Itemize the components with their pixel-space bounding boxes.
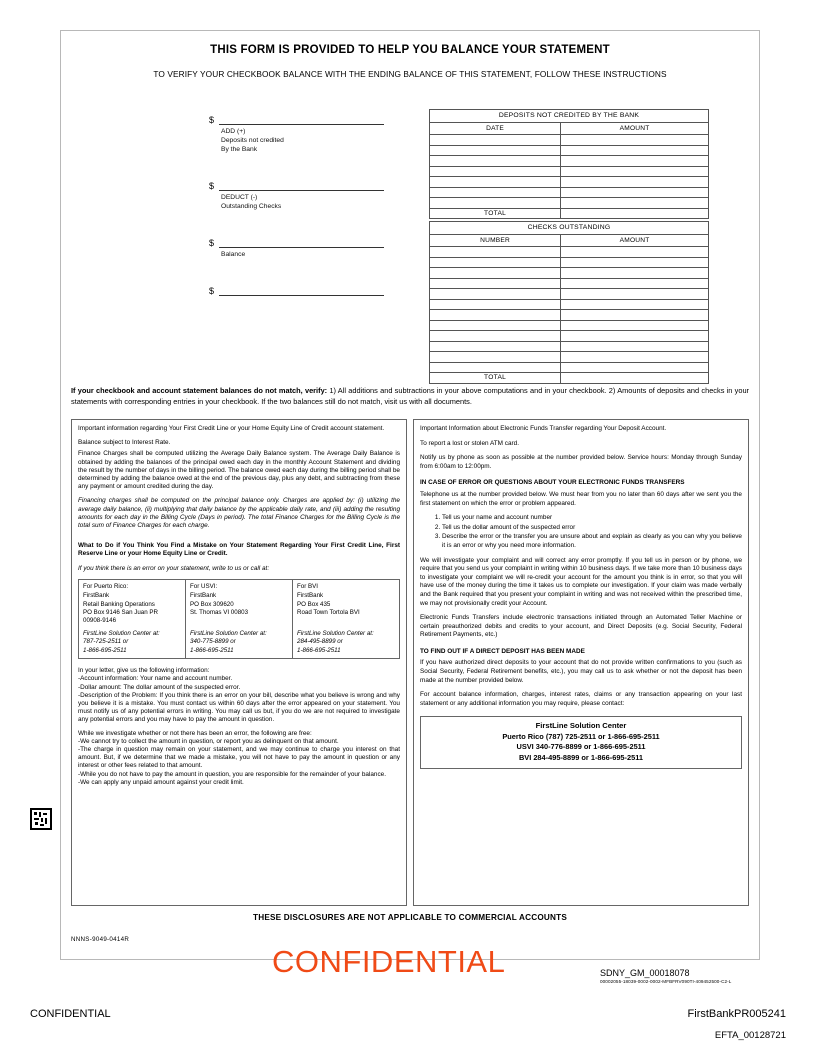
contact-region-label: For BVI — [297, 582, 318, 590]
contact-name: FirstBank — [190, 592, 217, 600]
mistake-heading: What to Do if You Think You Find a Mistake on Your Statement Regarding Your First Credit Line, First Reserve Line or your Home Equity Line or Credit. — [78, 542, 400, 558]
solution-center-name: FirstLine Solution Center — [535, 721, 627, 731]
mismatch-note — [71, 386, 749, 407]
confidential-stamp: CONFIDENTIAL — [272, 944, 506, 979]
cell[interactable] — [561, 289, 709, 300]
eft-error-heading: IN CASE OF ERROR OR QUESTIONS ABOUT YOUR ELECTRONIC FUNDS TRANSFERS — [420, 479, 685, 487]
cell[interactable] — [561, 156, 709, 167]
contact-address-usvi — [186, 592, 293, 630]
phone-toll-free[interactable]: 1-866-695-2511 — [83, 646, 127, 654]
cell[interactable] — [561, 352, 709, 363]
eft-disclosure-box — [413, 419, 749, 906]
contact-line1: PO Box 435 — [297, 600, 331, 608]
phone-toll-free[interactable]: 1-866-695-2511 — [297, 646, 341, 654]
worksheet-row-4 — [209, 284, 384, 296]
cell[interactable] — [430, 187, 561, 198]
cell[interactable] — [561, 310, 709, 321]
investigate-item: -While you do not have to pay the amount in question, you are responsible for the remainder of your balance. — [78, 770, 386, 778]
contact-region-bvi — [293, 579, 400, 592]
cell[interactable] — [430, 299, 561, 310]
worksheet-row-1 — [209, 113, 384, 154]
cell[interactable] — [561, 362, 709, 373]
checks-col-amount: AMOUNT — [561, 235, 709, 247]
cell[interactable] — [430, 247, 561, 258]
eft-step: 1. Tell us your name and account number — [442, 514, 742, 523]
contact-region-label: For USVI: — [190, 582, 218, 590]
cell[interactable] — [561, 187, 709, 198]
cell[interactable] — [430, 156, 561, 167]
cell[interactable] — [561, 177, 709, 188]
contact-region-usvi — [186, 579, 293, 592]
credit-financing-charges-italic: Financing charges shall be computed on the principal balance only. Charges are applied by: (i) utilizing the average daily balance, (ii) multiplying that daily balance by the applicable daily rate, and (iii) adding the resulting amounts for each day in the Billing Cycle (Days in period). The total Finance Charges for the Billing Cycle is the total sum of Finance Charges for each charge. — [78, 497, 400, 530]
eft-error-paragraph: Telephone us at the number provided below. We must hear from you no later than 60 days after we sent you the first statement on which the error or problem appeared. — [420, 490, 742, 507]
checks-table-title: CHECKS OUTSTANDING — [429, 221, 709, 234]
contact-region-pr — [79, 579, 186, 592]
bates-number-primary: SDNY_GM_00018078 — [600, 968, 690, 978]
contact-line3: 00908-9146 — [83, 617, 117, 625]
fill-in-line[interactable] — [219, 179, 384, 191]
deposits-total-value[interactable] — [561, 208, 709, 219]
solution-center-bvi[interactable]: BVI 284-495-8899 or 1-866-695-2511 — [518, 752, 644, 762]
bates-number-secondary: 00002055-18039-0002-0002-MFBFRV090TI-409452500-C2-L — [600, 979, 732, 984]
worksheet-row-2 — [209, 179, 384, 211]
footer-bates-firstbank: FirstBankPR005241 — [687, 1008, 786, 1020]
cell[interactable] — [430, 310, 561, 321]
contact-address-pr — [79, 592, 186, 630]
cell[interactable] — [430, 166, 561, 177]
deposits-not-credited-table — [429, 109, 709, 219]
cell[interactable] — [430, 135, 561, 146]
cell[interactable] — [430, 362, 561, 373]
contact-line1: PO Box 309620 — [190, 600, 234, 608]
fill-in-line[interactable] — [219, 113, 384, 125]
cell[interactable] — [561, 135, 709, 146]
direct-deposit-heading: TO FIND OUT IF A DIRECT DEPOSIT HAS BEEN MADE — [420, 647, 585, 655]
solution-center-box — [420, 716, 742, 769]
phone-primary[interactable]: 284-495-8899 or — [297, 638, 343, 646]
cell[interactable] — [430, 278, 561, 289]
cell[interactable] — [430, 198, 561, 209]
dollar-sign: $ — [209, 115, 215, 125]
cell[interactable] — [561, 331, 709, 342]
dollar-sign: $ — [209, 286, 215, 296]
balance-worksheet — [209, 113, 384, 299]
cell[interactable] — [430, 352, 561, 363]
cell[interactable] — [561, 198, 709, 209]
contact-address-bvi — [293, 592, 400, 630]
cell[interactable] — [561, 341, 709, 352]
investigate-item: -The charge in question may remain on your statement, and we may continue to charge you interest on that amount. But, if we determine that we made a mistake, you will not have to pay the amount in question or any interest or other fees related to that amount. — [78, 745, 400, 770]
cell[interactable] — [430, 177, 561, 188]
contact-line2: St. Thomas VI 00803 — [190, 609, 249, 617]
fill-in-line[interactable] — [219, 284, 384, 296]
cell[interactable] — [561, 278, 709, 289]
solution-center-usvi[interactable]: USVI 340-776-8899 or 1-866-695-2511 — [516, 742, 646, 752]
cell[interactable] — [430, 320, 561, 331]
credit-finance-charges: Finance Charges shall be computed utilizing the Average Daily Balance system. The Average Daily Balance is obtained by adding the balances of the principal owed each day in the monthly Account Statement and dividing the result by the number of days in the billing period. The balance owed each day during the billing period shall be determined by adding the balance owed at the end of the previous day, plus any debt, and subtracting from these any payment or amount credited during the day. — [78, 450, 400, 491]
solution-center-label: FirstLine Solution Center at: — [297, 629, 374, 637]
mistake-subheading: If you think there is an error on your statement, write to us or call at: — [78, 564, 270, 572]
footer-bates-efta: EFTA_00128721 — [714, 1030, 786, 1041]
dollar-sign: $ — [209, 238, 215, 248]
phone-primary[interactable]: 787-725-2511 or — [83, 638, 129, 646]
contact-phone-usvi[interactable] — [186, 630, 293, 659]
cell[interactable] — [561, 145, 709, 156]
letter-item: -Dollar amount: The dollar amount of the suspected error. — [78, 683, 241, 691]
eft-investigation-paragraph: We will investigate your complaint and will correct any error promptly. If you tell us in person or by phone, we require that you send us your complaint in writing within 10 business days. If we take more than 10 business days to investigate your complaint we will re-credit your account for the amount you think is in error, so that you will have use of the money during the time it takes us to complete our investigation. If your claim was made verbally and the Bank required that you present your complaint in writing and was not received within the prescribed time, we may not provisionally credit your Account. — [420, 556, 742, 607]
cell[interactable] — [430, 341, 561, 352]
cell[interactable] — [561, 268, 709, 279]
cell[interactable] — [430, 331, 561, 342]
contact-line2: PO Box 9146 San Juan PR — [83, 609, 158, 617]
cell[interactable] — [561, 166, 709, 177]
eft-report-lost-card: To report a lost or stolen ATM card. — [420, 439, 519, 447]
checks-grid — [429, 234, 709, 384]
checks-col-number: NUMBER — [430, 235, 561, 247]
direct-deposit-paragraph: If you have authorized direct deposits to your account that do not provide written confirmations to you (such as Social Security, Federal Retirement benefits, etc.), you may call us to ask whether or not the deposit has been made at the number provided below. — [420, 659, 742, 684]
solution-center-pr[interactable]: Puerto Rico (787) 725-2511 or 1-866-695-2511 — [502, 731, 660, 741]
deposits-table-title: DEPOSITS NOT CREDITED BY THE BANK — [429, 109, 709, 122]
letter-item: -Account information: Your name and account number. — [78, 675, 233, 683]
contact-line2: Road Town Tortola BVI — [297, 609, 360, 617]
investigate-item: -We can apply any unpaid amount against your credit limit. — [78, 778, 244, 786]
eft-steps-list — [442, 514, 742, 550]
cell[interactable] — [430, 145, 561, 156]
credit-disclosure-title: Important information regarding Your First Credit Line or your Home Equity Line of Credit account statement. — [78, 425, 385, 432]
eft-step: 3. Describe the error or the transfer you are unsure about and explain as clearly as you can why you believe it is an error or why you need more information. — [442, 533, 742, 550]
form-number: NNNS-9049-0414R — [71, 936, 130, 943]
eft-notify-hours: Notify us by phone as soon as possible at the number provided below. Service hours: Monday through Sunday from 6:00am to 12:00pm. — [420, 454, 742, 470]
contact-name: FirstBank — [297, 592, 324, 600]
solution-center-label: FirstLine Solution Center at: — [83, 629, 160, 637]
cell[interactable] — [561, 247, 709, 258]
solution-center-label: FirstLine Solution Center at: — [190, 629, 267, 637]
mismatch-lead: If your checkbook and account statement balances do not match, verify: — [71, 386, 328, 395]
contact-name: FirstBank — [83, 592, 110, 600]
phone-primary[interactable]: 340-775-8899 or — [190, 638, 236, 646]
worksheet-row-3 — [209, 236, 384, 259]
fill-in-line[interactable] — [219, 236, 384, 248]
cell[interactable] — [430, 268, 561, 279]
page-subtitle: TO VERIFY YOUR CHECKBOOK BALANCE WITH THE ENDING BALANCE OF THIS STATEMENT, FOLLOW THESE INSTRUCTIONS — [153, 69, 667, 79]
page-title: THIS FORM IS PROVIDED TO HELP YOU BALANCE YOUR STATEMENT — [210, 44, 610, 56]
deposits-col-amount: AMOUNT — [561, 123, 709, 135]
mismatch-body: 1) All additions and subtractions in your above computations and in your checkbook. 2) Amounts of deposits and checks in your statements with corresponding entries in your checkbook. If the two balances still do not match, visit us with all documents. — [71, 386, 750, 406]
eft-step: 2. Tell us the dollar amount of the suspected error — [442, 524, 742, 533]
letter-items — [78, 675, 400, 724]
deposits-total-label: TOTAL — [430, 208, 561, 219]
eft-transfers-paragraph: Electronic Funds Transfers include electronic transactions initiated through an Automated Teller Machine or certain preauthorized debits and credits to your account, and Direct Deposits (e.g. Social Security, Federal Retirement Payments, etc.) — [420, 614, 742, 639]
worksheet-caption-balance: Balance — [221, 251, 246, 258]
cell[interactable] — [561, 257, 709, 268]
phone-toll-free[interactable]: 1-866-695-2511 — [190, 646, 234, 654]
barcode-icon — [30, 808, 52, 830]
contact-phone-bvi[interactable] — [293, 630, 400, 659]
deposits-grid — [429, 122, 709, 219]
investigate-items — [78, 738, 400, 787]
letter-intro: In your letter, give us the following information: — [78, 667, 210, 675]
letter-item: -Description of the Problem: If you think there is an error on your bill, describe what you believe is wrong and why you believe it is a mistake. You must contact us within 60 days after the error appeared on your statement. You must notify us of any potential errors in writing. You may call us but, if you do we are not required to investigate any potential errors and you may have to pay the amount in question. — [78, 691, 400, 724]
dollar-sign: $ — [209, 181, 215, 191]
checks-total-value[interactable] — [561, 373, 709, 384]
disclosure-footnote: THESE DISCLOSURES ARE NOT APPLICABLE TO COMMERCIAL ACCOUNTS — [253, 913, 567, 922]
eft-title: Important Information about Electronic Funds Transfer regarding Your Deposit Account. — [420, 425, 667, 432]
cell[interactable] — [430, 289, 561, 300]
cell[interactable] — [430, 257, 561, 268]
cell[interactable] — [561, 320, 709, 331]
worksheet-caption-deposits: Deposits not credited — [221, 137, 284, 144]
checks-outstanding-table — [429, 221, 709, 384]
credit-balance-subject: Balance subject to Interest Rate. — [78, 439, 171, 447]
document-body — [60, 30, 760, 960]
contact-region-label: For Puerto Rico: — [83, 582, 129, 590]
deposits-col-date: DATE — [430, 123, 561, 135]
contacts-table — [78, 579, 400, 659]
cell[interactable] — [561, 299, 709, 310]
worksheet-caption-bybank: By the Bank — [221, 146, 258, 153]
contact-final-paragraph: For account balance information, charges, interest rates, claims or any transaction appearing on your last statement or any additional information you may require, please contact: — [420, 691, 742, 707]
contact-line1: Retail Banking Operations — [83, 600, 155, 608]
contact-phone-pr[interactable] — [79, 630, 186, 659]
worksheet-caption-outstanding: Outstanding Checks — [221, 203, 282, 210]
investigate-item: -We cannot try to collect the amount in question, or report you as delinquent on that amount. — [78, 737, 339, 745]
worksheet-caption-add: ADD (+) — [221, 128, 246, 135]
worksheet-caption-deduct: DEDUCT (-) — [221, 194, 258, 201]
checks-total-label: TOTAL — [430, 373, 561, 384]
footer-confidential: CONFIDENTIAL — [30, 1008, 111, 1020]
credit-line-disclosure-box — [71, 419, 407, 906]
investigate-intro: While we investigate whether or not there has been an error, the following are free: — [78, 729, 312, 737]
